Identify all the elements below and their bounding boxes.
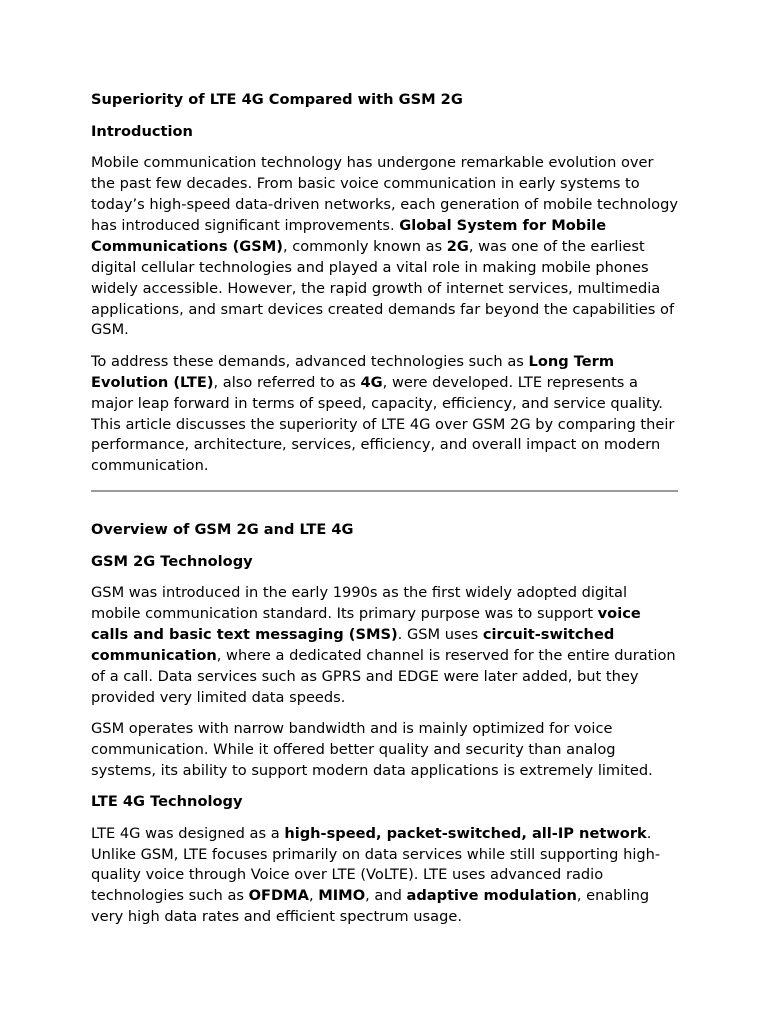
text-run: LTE 4G was designed as a — [91, 824, 285, 842]
document-title: Superiority of LTE 4G Compared with GSM 2G — [91, 91, 463, 108]
introduction-paragraph-2 — [91, 352, 681, 477]
text-run: , commonly known as — [282, 237, 447, 255]
horizontal-divider — [91, 490, 678, 492]
overview-heading: Overview of GSM 2G and LTE 4G — [91, 521, 354, 539]
bold-phrase: MIMO — [318, 887, 366, 905]
bold-phrase: Long Term Evolution (LTE) — [91, 352, 615, 391]
lte-section-heading: LTE 4G Technology — [91, 793, 243, 811]
bold-phrase: voice calls and basic text messaging (SMS) — [91, 605, 641, 643]
text-run: , where a dedicated channel is reserved for the entire duration of a call. Data services such as GPRS and EDGE were later added, but they provided very limited data speeds. — [91, 646, 676, 706]
lte-paragraph-1 — [91, 824, 681, 929]
text-run: GSM operates with narrow bandwidth and is mainly optimized for voice communication. While it offered better quality and security than analog systems, its ability to support modern data applications is extremely limited. — [91, 720, 653, 779]
text-run: . Unlike GSM, LTE focuses primarily on data services while still supporting high-quality voice through Voice over LTE (VoLTE). LTE uses advanced radio technologies such as — [91, 824, 661, 905]
text-run: To address these demands, advanced technologies such as — [91, 352, 529, 370]
text-run: , and — [365, 887, 407, 905]
bold-phrase: OFDMA — [248, 887, 309, 905]
bold-phrase: high-speed, packet-switched, all-IP network — [284, 824, 647, 842]
text-run: Mobile communication technology has undergone remarkable evolution over the past few decades. From basic voice communication in early systems to today’s high-speed data-driven networks, each generation of mobile technology has introduced significant improvements. — [91, 154, 679, 234]
introduction-paragraph-1 — [91, 153, 681, 341]
gsm-paragraph-1 — [91, 583, 681, 708]
text-run: , were developed. LTE represents a major leap forward in terms of speed, capacity, efficiency, and service quality. This article discusses the superiority of LTE 4G over GSM 2G by comparing their performance, architecture, services, efficiency, and overall impact on modern communication. — [91, 373, 675, 475]
bold-phrase: Global System for Mobile Communications (GSM) — [91, 216, 607, 255]
text-run: , enabling very high data rates and efficient spectrum usage. — [91, 887, 650, 926]
bold-phrase: circuit-switched communication — [91, 625, 615, 664]
gsm-paragraph-2 — [91, 719, 681, 782]
document-body — [91, 90, 681, 928]
text-run: , also referred to as — [213, 373, 361, 391]
text-run: , — [308, 887, 319, 905]
bold-phrase: 2G — [446, 237, 469, 255]
bold-phrase: 4G — [360, 373, 383, 391]
bold-phrase: adaptive modulation — [406, 887, 577, 905]
gsm-section-heading: GSM 2G Technology — [91, 552, 253, 570]
text-run: GSM was introduced in the early 1990s as the first widely adopted digital mobile communication standard. Its primary purpose was to support — [91, 584, 627, 623]
text-run: , was one of the earliest digital cellular technologies and played a vital role in making mobile phones widely accessible. However, the rapid growth of internet services, multimedia applications, and smart devices created demands far beyond the capabilities of GSM. — [91, 237, 675, 339]
text-run: . GSM uses — [397, 625, 483, 643]
introduction-heading: Introduction — [91, 122, 193, 140]
